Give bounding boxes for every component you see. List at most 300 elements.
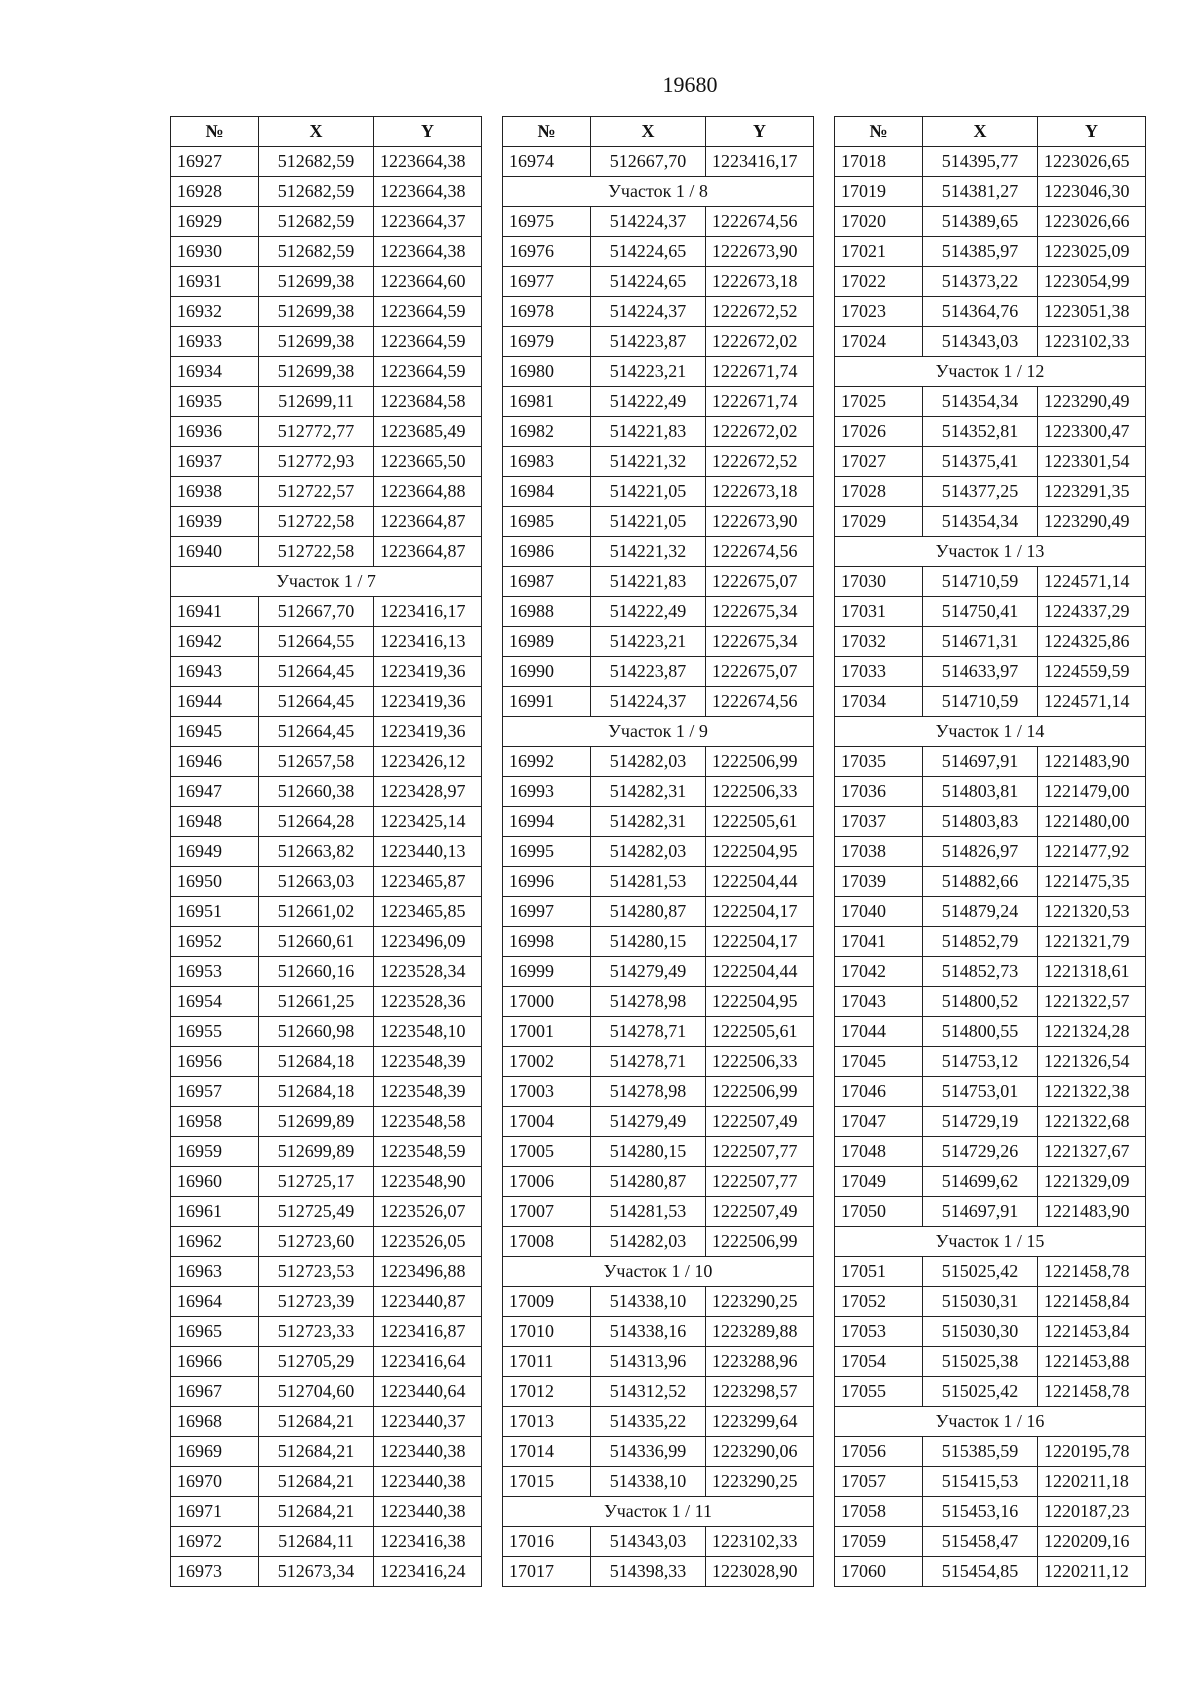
table-row [835, 327, 1146, 357]
table-row [171, 927, 482, 957]
cell-number: 17016 [503, 1527, 591, 1557]
table-row [171, 1107, 482, 1137]
table-row [835, 747, 1146, 777]
table-row [503, 1107, 814, 1137]
cell-y: 1223496,88 [374, 1257, 482, 1287]
cell-number: 16930 [171, 237, 259, 267]
cell-x: 514280,15 [591, 1137, 706, 1167]
table-row [171, 1467, 482, 1497]
cell-number: 17035 [835, 747, 923, 777]
table-row [171, 1347, 482, 1377]
cell-number: 17060 [835, 1557, 923, 1587]
section-row [503, 717, 814, 747]
cell-x: 515453,16 [923, 1497, 1038, 1527]
cell-number: 16992 [503, 747, 591, 777]
cell-y: 1223298,57 [706, 1377, 814, 1407]
table-row [171, 1317, 482, 1347]
cell-number: 17007 [503, 1197, 591, 1227]
cell-y: 1223288,96 [706, 1347, 814, 1377]
table-row [171, 957, 482, 987]
cell-y: 1223416,87 [374, 1317, 482, 1347]
cell-number: 16955 [171, 1017, 259, 1047]
table-row [171, 327, 482, 357]
section-row [835, 357, 1146, 387]
cell-number: 16952 [171, 927, 259, 957]
cell-x: 514282,03 [591, 747, 706, 777]
cell-number: 17027 [835, 447, 923, 477]
cell-number: 16938 [171, 477, 259, 507]
cell-y: 1221322,57 [1038, 987, 1146, 1017]
section-row [503, 1497, 814, 1527]
cell-x: 512723,60 [259, 1227, 374, 1257]
cell-number: 17044 [835, 1017, 923, 1047]
table-row [503, 537, 814, 567]
cell-number: 16983 [503, 447, 591, 477]
cell-number: 17031 [835, 597, 923, 627]
table-row [835, 1497, 1146, 1527]
table-row [171, 1527, 482, 1557]
cell-number: 16951 [171, 897, 259, 927]
cell-x: 514803,81 [923, 777, 1038, 807]
cell-x: 514224,37 [591, 687, 706, 717]
cell-y: 1222506,33 [706, 1047, 814, 1077]
cell-y: 1223664,88 [374, 477, 482, 507]
section-row [835, 1407, 1146, 1437]
table-row [835, 1167, 1146, 1197]
table-row [503, 1167, 814, 1197]
cell-number: 16981 [503, 387, 591, 417]
table-row [835, 1257, 1146, 1287]
table-row [503, 777, 814, 807]
cell-y: 1223028,90 [706, 1557, 814, 1587]
cell-x: 512661,25 [259, 987, 374, 1017]
cell-number: 17055 [835, 1377, 923, 1407]
cell-y: 1222507,77 [706, 1137, 814, 1167]
cell-x: 512723,53 [259, 1257, 374, 1287]
section-label: Участок 1 / 14 [835, 717, 1146, 747]
cell-y: 1223548,10 [374, 1017, 482, 1047]
cell-y: 1223526,07 [374, 1197, 482, 1227]
cell-number: 17028 [835, 477, 923, 507]
page-number: 19680 [662, 72, 718, 97]
cell-y: 1221477,92 [1038, 837, 1146, 867]
cell-y: 1221483,90 [1038, 1197, 1146, 1227]
cell-y: 1221318,61 [1038, 957, 1146, 987]
cell-x: 514385,97 [923, 237, 1038, 267]
cell-y: 1222507,77 [706, 1167, 814, 1197]
cell-x: 514221,83 [591, 567, 706, 597]
cell-number: 17039 [835, 867, 923, 897]
table-row [503, 567, 814, 597]
cell-x: 512673,34 [259, 1557, 374, 1587]
cell-x: 514882,66 [923, 867, 1038, 897]
cell-x: 514336,99 [591, 1437, 706, 1467]
table-row [835, 597, 1146, 627]
cell-y: 1223548,59 [374, 1137, 482, 1167]
cell-y: 1224571,14 [1038, 567, 1146, 597]
table-row [835, 387, 1146, 417]
cell-x: 512682,59 [259, 177, 374, 207]
table-row [835, 1137, 1146, 1167]
cell-y: 1223526,05 [374, 1227, 482, 1257]
table-row [171, 1167, 482, 1197]
table-row [835, 447, 1146, 477]
cell-x: 512682,59 [259, 207, 374, 237]
cell-y: 1223440,13 [374, 837, 482, 867]
cell-number: 16995 [503, 837, 591, 867]
coordinates-table-2 [502, 116, 814, 1587]
cell-x: 512704,60 [259, 1377, 374, 1407]
cell-number: 17021 [835, 237, 923, 267]
cell-x: 515454,85 [923, 1557, 1038, 1587]
cell-x: 514223,21 [591, 627, 706, 657]
cell-y: 1223664,38 [374, 147, 482, 177]
table-row [503, 747, 814, 777]
cell-number: 16931 [171, 267, 259, 297]
cell-number: 17036 [835, 777, 923, 807]
cell-x: 512667,70 [259, 597, 374, 627]
cell-number: 16969 [171, 1437, 259, 1467]
cell-y: 1221322,38 [1038, 1077, 1146, 1107]
cell-x: 512682,59 [259, 237, 374, 267]
cell-x: 514879,24 [923, 897, 1038, 927]
cell-x: 514221,05 [591, 507, 706, 537]
section-label: Участок 1 / 15 [835, 1227, 1146, 1257]
cell-y: 1220187,23 [1038, 1497, 1146, 1527]
cell-x: 515415,53 [923, 1467, 1038, 1497]
cell-y: 1222672,02 [706, 417, 814, 447]
cell-x: 514335,22 [591, 1407, 706, 1437]
cell-number: 17022 [835, 267, 923, 297]
cell-y: 1222504,95 [706, 837, 814, 867]
table-row [171, 657, 482, 687]
cell-y: 1223664,60 [374, 267, 482, 297]
table-row [171, 477, 482, 507]
cell-x: 515458,47 [923, 1527, 1038, 1557]
cell-y: 1222675,07 [706, 567, 814, 597]
cell-number: 17058 [835, 1497, 923, 1527]
cell-number: 17024 [835, 327, 923, 357]
cell-y: 1223684,58 [374, 387, 482, 417]
cell-number: 16999 [503, 957, 591, 987]
table-row [171, 297, 482, 327]
cell-number: 16984 [503, 477, 591, 507]
cell-number: 16957 [171, 1077, 259, 1107]
section-label: Участок 1 / 8 [503, 177, 814, 207]
cell-number: 16937 [171, 447, 259, 477]
cell-x: 514221,32 [591, 447, 706, 477]
table-row [503, 897, 814, 927]
table-row [171, 777, 482, 807]
cell-y: 1223290,49 [1038, 507, 1146, 537]
cell-number: 17006 [503, 1167, 591, 1197]
table-row [835, 507, 1146, 537]
cell-number: 17051 [835, 1257, 923, 1287]
table-row [835, 1107, 1146, 1137]
table-row [503, 1437, 814, 1467]
cell-number: 16940 [171, 537, 259, 567]
cell-y: 1222504,17 [706, 897, 814, 927]
table-row [171, 1407, 482, 1437]
table-row [503, 387, 814, 417]
cell-y: 1223440,64 [374, 1377, 482, 1407]
cell-x: 514279,49 [591, 1107, 706, 1137]
table-row [835, 897, 1146, 927]
cell-x: 514224,37 [591, 297, 706, 327]
table-row [171, 207, 482, 237]
cell-y: 1223428,97 [374, 777, 482, 807]
cell-y: 1223290,49 [1038, 387, 1146, 417]
section-label: Участок 1 / 11 [503, 1497, 814, 1527]
table-row [503, 1347, 814, 1377]
cell-x: 512657,58 [259, 747, 374, 777]
cell-number: 17038 [835, 837, 923, 867]
cell-x: 514224,37 [591, 207, 706, 237]
header-x: X [923, 117, 1038, 147]
table-row [171, 537, 482, 567]
cell-number: 16966 [171, 1347, 259, 1377]
cell-y: 1223416,24 [374, 1557, 482, 1587]
cell-number: 17000 [503, 987, 591, 1017]
cell-number: 16939 [171, 507, 259, 537]
cell-y: 1223026,66 [1038, 207, 1146, 237]
table-row [171, 597, 482, 627]
cell-x: 514710,59 [923, 687, 1038, 717]
table-row [503, 1137, 814, 1167]
cell-number: 16996 [503, 867, 591, 897]
cell-x: 512667,70 [591, 147, 706, 177]
table-row [503, 1317, 814, 1347]
table-row [171, 387, 482, 417]
cell-number: 17017 [503, 1557, 591, 1587]
cell-number: 16932 [171, 297, 259, 327]
cell-y: 1222504,44 [706, 957, 814, 987]
cell-y: 1223301,54 [1038, 447, 1146, 477]
cell-number: 16945 [171, 717, 259, 747]
cell-x: 514278,98 [591, 1077, 706, 1107]
cell-number: 16989 [503, 627, 591, 657]
cell-number: 16987 [503, 567, 591, 597]
cell-x: 514278,71 [591, 1047, 706, 1077]
cell-y: 1221329,09 [1038, 1167, 1146, 1197]
cell-number: 17043 [835, 987, 923, 1017]
cell-y: 1221453,88 [1038, 1347, 1146, 1377]
cell-number: 17014 [503, 1437, 591, 1467]
cell-y: 1222506,99 [706, 1227, 814, 1257]
cell-number: 16946 [171, 747, 259, 777]
cell-y: 1222506,99 [706, 1077, 814, 1107]
cell-x: 512660,61 [259, 927, 374, 957]
table-row [835, 1047, 1146, 1077]
cell-x: 514354,34 [923, 507, 1038, 537]
coordinates-table-1 [170, 116, 482, 1587]
cell-number: 16958 [171, 1107, 259, 1137]
cell-number: 16948 [171, 807, 259, 837]
cell-y: 1222673,18 [706, 477, 814, 507]
cell-number: 17008 [503, 1227, 591, 1257]
table-row [503, 837, 814, 867]
cell-number: 17005 [503, 1137, 591, 1167]
cell-x: 514697,91 [923, 747, 1038, 777]
cell-y: 1223664,37 [374, 207, 482, 237]
cell-y: 1222673,90 [706, 507, 814, 537]
cell-x: 514338,16 [591, 1317, 706, 1347]
cell-x: 512725,49 [259, 1197, 374, 1227]
cell-x: 512772,93 [259, 447, 374, 477]
cell-number: 16954 [171, 987, 259, 1017]
cell-x: 515385,59 [923, 1437, 1038, 1467]
cell-number: 17004 [503, 1107, 591, 1137]
table-row [171, 687, 482, 717]
table-row [171, 1017, 482, 1047]
table-row [835, 1557, 1146, 1587]
cell-number: 16982 [503, 417, 591, 447]
cell-x: 512705,29 [259, 1347, 374, 1377]
cell-number: 16962 [171, 1227, 259, 1257]
cell-y: 1223685,49 [374, 417, 482, 447]
cell-x: 514377,25 [923, 477, 1038, 507]
cell-y: 1222673,18 [706, 267, 814, 297]
table-row [171, 237, 482, 267]
cell-number: 16976 [503, 237, 591, 267]
cell-number: 16934 [171, 357, 259, 387]
cell-y: 1223548,58 [374, 1107, 482, 1137]
cell-x: 512684,18 [259, 1047, 374, 1077]
cell-x: 514800,52 [923, 987, 1038, 1017]
header-y: Y [706, 117, 814, 147]
table-row [171, 1197, 482, 1227]
cell-number: 16953 [171, 957, 259, 987]
table-row [835, 837, 1146, 867]
table-row [503, 957, 814, 987]
header-x: X [591, 117, 706, 147]
cell-y: 1221322,68 [1038, 1107, 1146, 1137]
table-row [835, 297, 1146, 327]
cell-x: 512699,38 [259, 357, 374, 387]
table-row [835, 177, 1146, 207]
cell-x: 514753,12 [923, 1047, 1038, 1077]
cell-number: 16978 [503, 297, 591, 327]
section-label: Участок 1 / 13 [835, 537, 1146, 567]
cell-number: 17020 [835, 207, 923, 237]
table-row [503, 447, 814, 477]
cell-number: 17029 [835, 507, 923, 537]
table-row [171, 267, 482, 297]
cell-y: 1223426,12 [374, 747, 482, 777]
cell-x: 512660,16 [259, 957, 374, 987]
cell-x: 512664,55 [259, 627, 374, 657]
table-row [171, 357, 482, 387]
table-row [171, 1257, 482, 1287]
cell-x: 514221,32 [591, 537, 706, 567]
cell-y: 1224559,59 [1038, 657, 1146, 687]
cell-x: 512664,45 [259, 657, 374, 687]
cell-number: 16960 [171, 1167, 259, 1197]
cell-number: 16963 [171, 1257, 259, 1287]
table-row [835, 867, 1146, 897]
cell-x: 512722,58 [259, 537, 374, 567]
cell-number: 17023 [835, 297, 923, 327]
table-row [835, 1527, 1146, 1557]
cell-x: 512684,21 [259, 1467, 374, 1497]
cell-y: 1223025,09 [1038, 237, 1146, 267]
cell-number: 17053 [835, 1317, 923, 1347]
cell-x: 512684,11 [259, 1527, 374, 1557]
table-row [171, 897, 482, 927]
cell-number: 16961 [171, 1197, 259, 1227]
cell-x: 512664,45 [259, 687, 374, 717]
cell-y: 1223664,87 [374, 507, 482, 537]
cell-number: 16942 [171, 627, 259, 657]
cell-x: 512684,21 [259, 1437, 374, 1467]
cell-number: 17052 [835, 1287, 923, 1317]
table-row [503, 927, 814, 957]
table-row [835, 1317, 1146, 1347]
cell-y: 1223416,13 [374, 627, 482, 657]
table-header-row [171, 117, 482, 147]
cell-x: 512722,57 [259, 477, 374, 507]
cell-x: 512722,58 [259, 507, 374, 537]
table-row [835, 207, 1146, 237]
cell-x: 514279,49 [591, 957, 706, 987]
cell-y: 1222671,74 [706, 387, 814, 417]
cell-x: 512661,02 [259, 897, 374, 927]
table-row [503, 1197, 814, 1227]
cell-number: 17037 [835, 807, 923, 837]
table-row [171, 1077, 482, 1107]
cell-x: 514338,10 [591, 1287, 706, 1317]
cell-number: 17030 [835, 567, 923, 597]
cell-y: 1222504,95 [706, 987, 814, 1017]
cell-number: 16990 [503, 657, 591, 687]
cell-y: 1223425,14 [374, 807, 482, 837]
cell-y: 1222674,56 [706, 537, 814, 567]
table-row [503, 1287, 814, 1317]
cell-y: 1223664,38 [374, 177, 482, 207]
table-row [503, 1527, 814, 1557]
table-row [171, 447, 482, 477]
table-row [503, 627, 814, 657]
cell-x: 514223,21 [591, 357, 706, 387]
table-row [503, 867, 814, 897]
table-row [503, 1377, 814, 1407]
cell-number: 16964 [171, 1287, 259, 1317]
cell-number: 17010 [503, 1317, 591, 1347]
cell-number: 16970 [171, 1467, 259, 1497]
cell-x: 514852,79 [923, 927, 1038, 957]
cell-y: 1223416,38 [374, 1527, 482, 1557]
cell-number: 17054 [835, 1347, 923, 1377]
cell-number: 16943 [171, 657, 259, 687]
cell-y: 1222506,33 [706, 777, 814, 807]
cell-number: 16956 [171, 1047, 259, 1077]
table-row [835, 987, 1146, 1017]
table-row [835, 147, 1146, 177]
table-row [503, 1077, 814, 1107]
cell-y: 1222673,90 [706, 237, 814, 267]
cell-x: 514373,22 [923, 267, 1038, 297]
table-row [835, 1017, 1146, 1047]
table-row [503, 657, 814, 687]
cell-x: 514223,87 [591, 327, 706, 357]
cell-x: 514826,97 [923, 837, 1038, 867]
section-label: Участок 1 / 12 [835, 357, 1146, 387]
cell-number: 17050 [835, 1197, 923, 1227]
section-row [503, 1257, 814, 1287]
cell-x: 514710,59 [923, 567, 1038, 597]
cell-y: 1222505,61 [706, 1017, 814, 1047]
cell-x: 512699,38 [259, 297, 374, 327]
